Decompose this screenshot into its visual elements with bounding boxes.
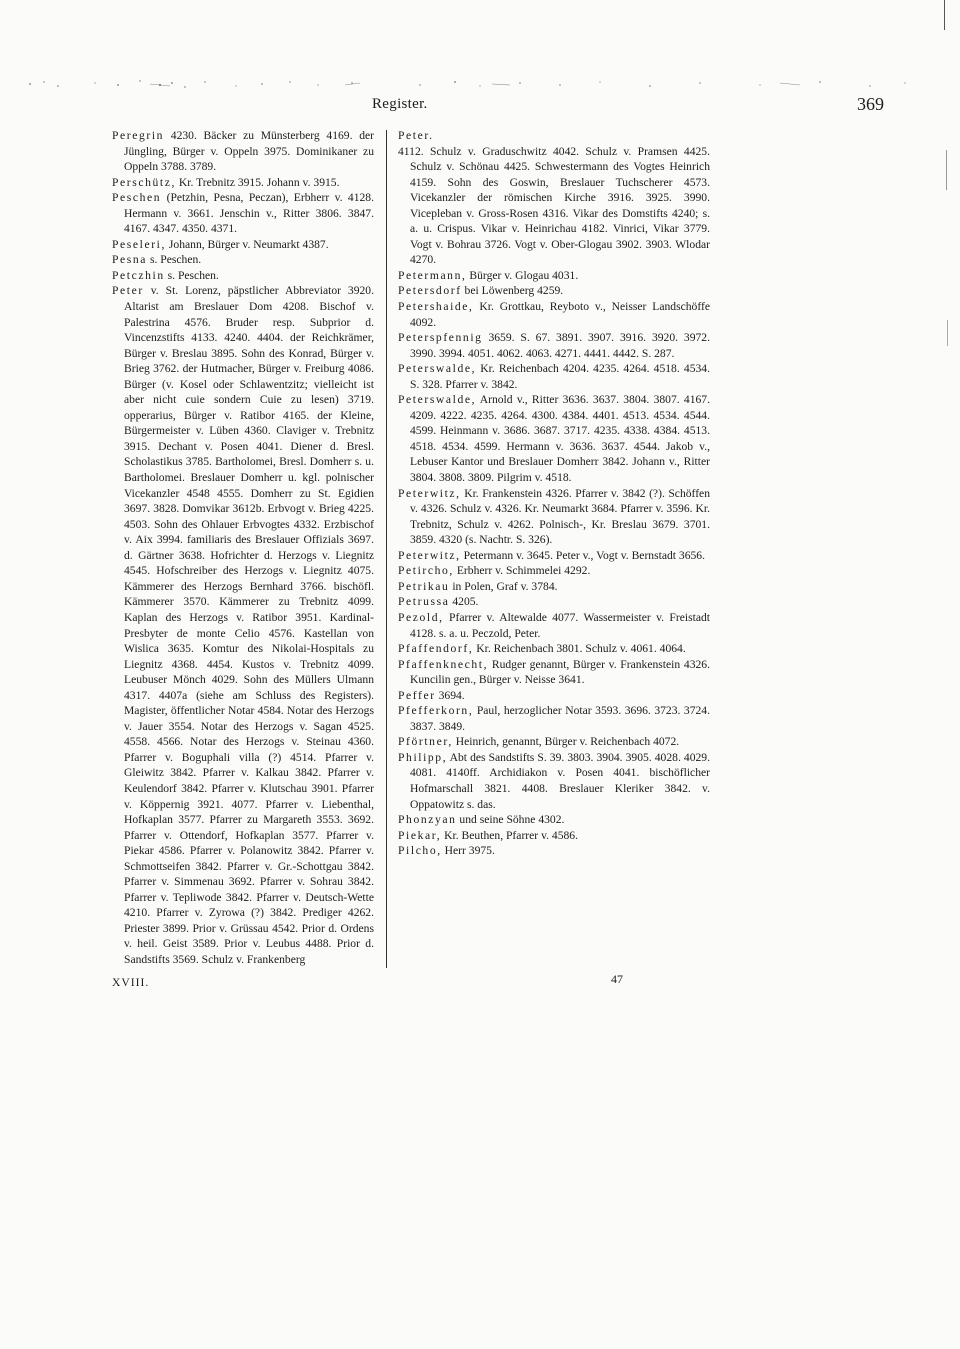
index-entry xyxy=(398,812,710,828)
entry-text: Paul, herzoglicher Notar 3593. 3696. 3723. 3724. 3837. 3849. xyxy=(410,704,710,733)
entry-text: 3659. S. 67. 3891. 3907. 3916. 3920. 3972. 3990. 3994. 4051. 4062. 4063. 4271. 4441. 4442. S. 287. xyxy=(410,331,710,360)
entry-headword: Peseleri, xyxy=(112,237,166,251)
index-entry xyxy=(112,268,374,284)
index-entry xyxy=(398,688,710,704)
entry-text: 4205. xyxy=(449,595,479,609)
entry-text: Kr. Frankenstein 4326. Pfarrer v. 3842 (?). Schöffen v. 4326. Schulz v. 4326. Kr. Neumarkt 3684. Pfarrer v. 3596. Kr. Trebnitz, Schulz v. 4262. Polnisch-, Kr. Breslau 3679. 3701. 3859. 4320 (s. Nachtr. S. 326). xyxy=(410,486,710,547)
index-entry xyxy=(398,563,710,579)
index-entry xyxy=(398,330,710,361)
entry-headword: Peschen xyxy=(112,191,162,205)
entry-headword: Petrussa xyxy=(398,595,450,609)
index-entry xyxy=(398,734,710,750)
index-entry xyxy=(398,283,710,299)
entry-headword: Peterswalde, xyxy=(398,393,477,407)
entry-headword: Pesna xyxy=(112,253,148,267)
entry-headword: Pfefferkorn, xyxy=(398,704,474,718)
index-entry xyxy=(112,175,374,191)
index-entry xyxy=(112,283,374,967)
entry-text: Pfarrer v. Altewalde 4077. Wassermeister v. Freistadt 4128. s. a. u. Peczold, Peter. xyxy=(410,610,710,640)
entry-text: Rudger genannt, Bürger v. Frankenstein 4326. Kuncilin gen., Bürger v. Neisse 3641. xyxy=(410,657,710,687)
index-entry xyxy=(112,252,374,268)
entry-text: Kr. Beuthen, Pfarrer v. 4586. xyxy=(441,828,578,842)
index-entry xyxy=(398,144,710,268)
entry-text: 4230. Bäcker zu Münsterberg 4169. der Jüngling, Bürger v. Oppeln 3975. Dominikaner zu Oppeln 3788. 3789. xyxy=(124,129,374,174)
entry-text: Kr. Trebnitz 3915. Johann v. 3915. xyxy=(175,175,340,189)
index-entry xyxy=(398,750,710,812)
entry-text: Heinrich, genannt, Bürger v. Reichenbach 4072. xyxy=(452,735,680,749)
right-edge-mark xyxy=(944,0,945,30)
entry-text: Herr 3975. xyxy=(441,844,495,858)
entry-headword: Pezold, xyxy=(398,610,444,624)
entry-headword: Petermann, xyxy=(398,268,467,282)
index-entry xyxy=(398,268,710,284)
signature-mark: XVIII. xyxy=(112,976,150,989)
index-entry xyxy=(398,641,710,657)
index-entry xyxy=(398,548,710,564)
entry-headword: Peregrin xyxy=(112,129,165,142)
entry-text: Abt des Sandstifts S. 39. 3803. 3904. 3905. 4028. 4029. 4081. 4140ff. Archidiakon v. Posen 4041. bischöflicher Hofmarschall 3821. 4408. Breslauer Kleriker 3842. v. Oppatowitz s. das. xyxy=(410,750,710,811)
index-entry xyxy=(398,299,710,330)
entry-headword: Pförtner, xyxy=(398,735,453,749)
right-column xyxy=(398,128,710,859)
column-divider xyxy=(386,130,387,968)
left-column xyxy=(112,128,374,968)
entry-text: Bürger v. Glogau 4031. xyxy=(466,268,579,282)
entry-headword: Philipp, xyxy=(398,750,448,764)
index-entry xyxy=(398,128,710,144)
entry-text: (Petzhin, Pesna, Peczan), Erbherr v. 4128. Hermann v. 3661. Jenschin v., Ritter 3806. 3847. 4167. 4347. 4350. 4371. xyxy=(124,191,374,236)
entry-headword: Phonzyan xyxy=(398,813,457,827)
entry-text: v. St. Lorenz, päpstlicher Abbreviator 3920. Altarist am Breslauer Dom 4208. Bischof v. Palestrina 4576. Bruder resp. Subprior d. Vincenzstifts 4133. 4240. 4404. der Reichkrämer, Bürger v. Breslau 3895. Sohn des Konrad, Bürger v. Brieg 3762. der Hutmacher, Bürger v. Freiburg 4086. Bürger (v. Kosel oder Schlawentzitz; vielleicht ist aber nicht cuie sondern Cuie zu lesen) 3719. opperarius, Bürger v. Ratibor 4165. der Kleine, Bürgermeister v. Lüben 4360. Claviger v. Trebnitz 3915. Dechant v. Posen 4041. Diener d. Bresl. Scholastikus 3785. Bartholomei, Bresl. Domherr s. u. Bartholomei. Breslauer Domherr u. kgl. polnischer Vicekanzler 4548 4555. Domherr zu St. Egidien 3697. 3828. Domvikar 3612b. Erbvogt v. Brieg 4225. 4503. Sohn des Ohlauer Erbvogtes 4332. Erzbischof v. Aix 3994. familiaris des Breslauer Offizials 3697. d. Gärtner 3638. Hofrichter d. Herzogs v. Liegnitz 4545. Hofschreiber des Herzogs v. Liegnitz 4075. Kämmerer des Herzogs Bernhard 3766. bischöfl. Kämmerer 3570. Kämmerer zu Trebnitz 4099. Kaplan des Herzogs v. Ratibor 3951. Kardinal-Presbyter de monte Celio 4576. Kastellan von Wislica 3635. Komtur des Nikolai-Hospitals zu Liegnitz 4368. 4454. Kustos v. Trebnitz 4099. Leubuser Mönch 4029. Sohn des Müllers Ulmann 4317. 4407a (siehe am Schluss des Registers). Magister, öffentlicher Notar 4584. Notar des Herzogs v. Jauer 3554. Notar des Herzogs v. Sagan 4525. 4558. 4566. Notar des Herzogs v. Steinau 4360. Pfarrer v. Boguphali villa (?) 4514. Pfarrer v. Gleiwitz 3842. Pfarrer v. Kalkau 3842. Pfarrer v. Keulendorf 3842. Pfarrer v. Klutschau 3901. Pfarrer v. Köppernig 3921. 4077. Pfarrer v. Liebenthal, Hofkaplan 3577. Pfarrer zu Margareth 3553. 3692. Pfarrer v. Ottendorf, Hofkaplan 3577. Pfarrer v. Piekar 4586. Pfarrer v. Polanowitz 3842. Pfarrer v. Schmottseifen 3842. Pfarrer v. Gr.-Schottgau 3842. Pfarrer v. Simmenau 3692. Pfarrer v. Sohrau 3842. Pfarrer v. Tepliwode 3842. Pfarrer v. Deutsch-Wette 4210. Pfarrer v. Zyrowa (?) 3842. Prediger 4262. Priester 3899. Prior v. Grüssau 4542. Prior d. Ordens v. heil. Geist 3589. Prior v. Leubus 4488. Prior d. Sandstifts 3569. Schulz v. Frankenberg xyxy=(124,284,374,966)
index-entry xyxy=(398,610,710,641)
right-edge-mark xyxy=(947,320,948,346)
entry-headword: Petircho, xyxy=(398,564,454,578)
entry-text: s. Peschen. xyxy=(164,268,219,282)
index-entry xyxy=(398,579,710,595)
entry-headword: Perschütz, xyxy=(112,175,176,189)
register-title: Register. xyxy=(372,96,428,112)
index-entry xyxy=(112,190,374,237)
index-entry xyxy=(398,828,710,844)
entry-text: Johann, Bürger v. Neumarkt 4387. xyxy=(166,237,329,251)
entry-headword: Peterwitz, xyxy=(398,548,461,562)
entry-headword: Petersdorf xyxy=(398,284,462,298)
entry-text: in Polen, Graf v. 3784. xyxy=(449,579,558,593)
index-entry xyxy=(398,486,710,548)
entry-text: Kr. Reichenbach 3801. Schulz v. 4061. 4064. xyxy=(473,642,686,656)
entry-headword: Peter. xyxy=(398,129,434,142)
entry-headword: Petczhin xyxy=(112,268,165,282)
footer-page-number: 47 xyxy=(611,972,623,986)
entry-headword: Petrikau xyxy=(398,579,450,593)
page-header xyxy=(0,96,960,118)
entry-headword: Peterspfennig xyxy=(398,331,483,345)
entry-text: Kr. Grottkau, Reyboto v., Neisser Landschöffe 4092. xyxy=(410,300,710,329)
right-edge-mark xyxy=(946,150,947,190)
index-entry xyxy=(398,703,710,734)
entry-text: bei Löwenberg 4259. xyxy=(461,284,564,298)
entry-text: Erbherr v. Schimmelei 4292. xyxy=(453,564,591,578)
entry-text: Kr. Reichenbach 4204. 4235. 4264. 4518. 4534. S. 328. Pfarrer v. 3842. xyxy=(410,362,710,391)
index-entry xyxy=(398,392,710,485)
index-entry xyxy=(398,657,710,688)
entry-headword: Peffer xyxy=(398,688,436,702)
entry-text: Petermann v. 3645. Peter v., Vogt v. Bernstadt 3656. xyxy=(460,548,705,562)
index-entry xyxy=(112,128,374,175)
entry-headword: Peterswalde, xyxy=(398,362,477,376)
entry-headword: Peterwitz, xyxy=(398,486,461,500)
entry-text: Arnold v., Ritter 3636. 3637. 3804. 3807. 4167. 4209. 4222. 4235. 4264. 4300. 4384. 4401. 4513. 4534. 4544. 4599. Heinmann v. 3686. 3687. 3717. 4235. 4338. 4384. 4513. 4518. 4534. 4599. Hermann v. 3636. 3637. 4544. Jakob v., Lebuser Kantor und Breslauer Domherr 3842. Johann v., Ritter 3804. 3808. 3809. Pilgrim v. 4518. xyxy=(410,393,710,485)
index-entry xyxy=(112,237,374,253)
index-entry xyxy=(398,361,710,392)
index-entry xyxy=(398,594,710,610)
entry-text: 4112. Schulz v. Graduschwitz 4042. Schulz v. Pramsen 4425. Schulz v. Schönau 4425. Schwestermann des Vogtes Heinrich 4159. Sohn des Goswin, Breslauer Tuchscherer 4573. Vicekanzler der römischen Kirche 3916. 3925. 3990. Vicepleban v. Gross-Rosen 4316. Vikar des Domstifts 4240; s. a. u. Crispus. Vikar v. Heinrichau 4182. Vinrici, Vikar 3779. Vogt v. Bohrau 3726. Vogt v. Ober-Glogau 3902. 3903. Wlodar 4270. xyxy=(398,144,710,267)
entry-headword: Pfaffendorf, xyxy=(398,642,474,656)
entry-headword: Pilcho, xyxy=(398,844,442,858)
entry-text: und seine Söhne 4302. xyxy=(456,813,565,827)
index-entry xyxy=(398,843,710,859)
entry-headword: Piekar, xyxy=(398,828,442,842)
entry-headword: Pfaffenknecht, xyxy=(398,657,489,671)
entry-headword: Peter xyxy=(112,284,144,298)
entry-headword: Petershaide, xyxy=(398,300,474,314)
entry-text: 3694. xyxy=(435,688,465,702)
page-number: 369 xyxy=(857,94,884,114)
entry-text: s. Peschen. xyxy=(147,253,202,267)
